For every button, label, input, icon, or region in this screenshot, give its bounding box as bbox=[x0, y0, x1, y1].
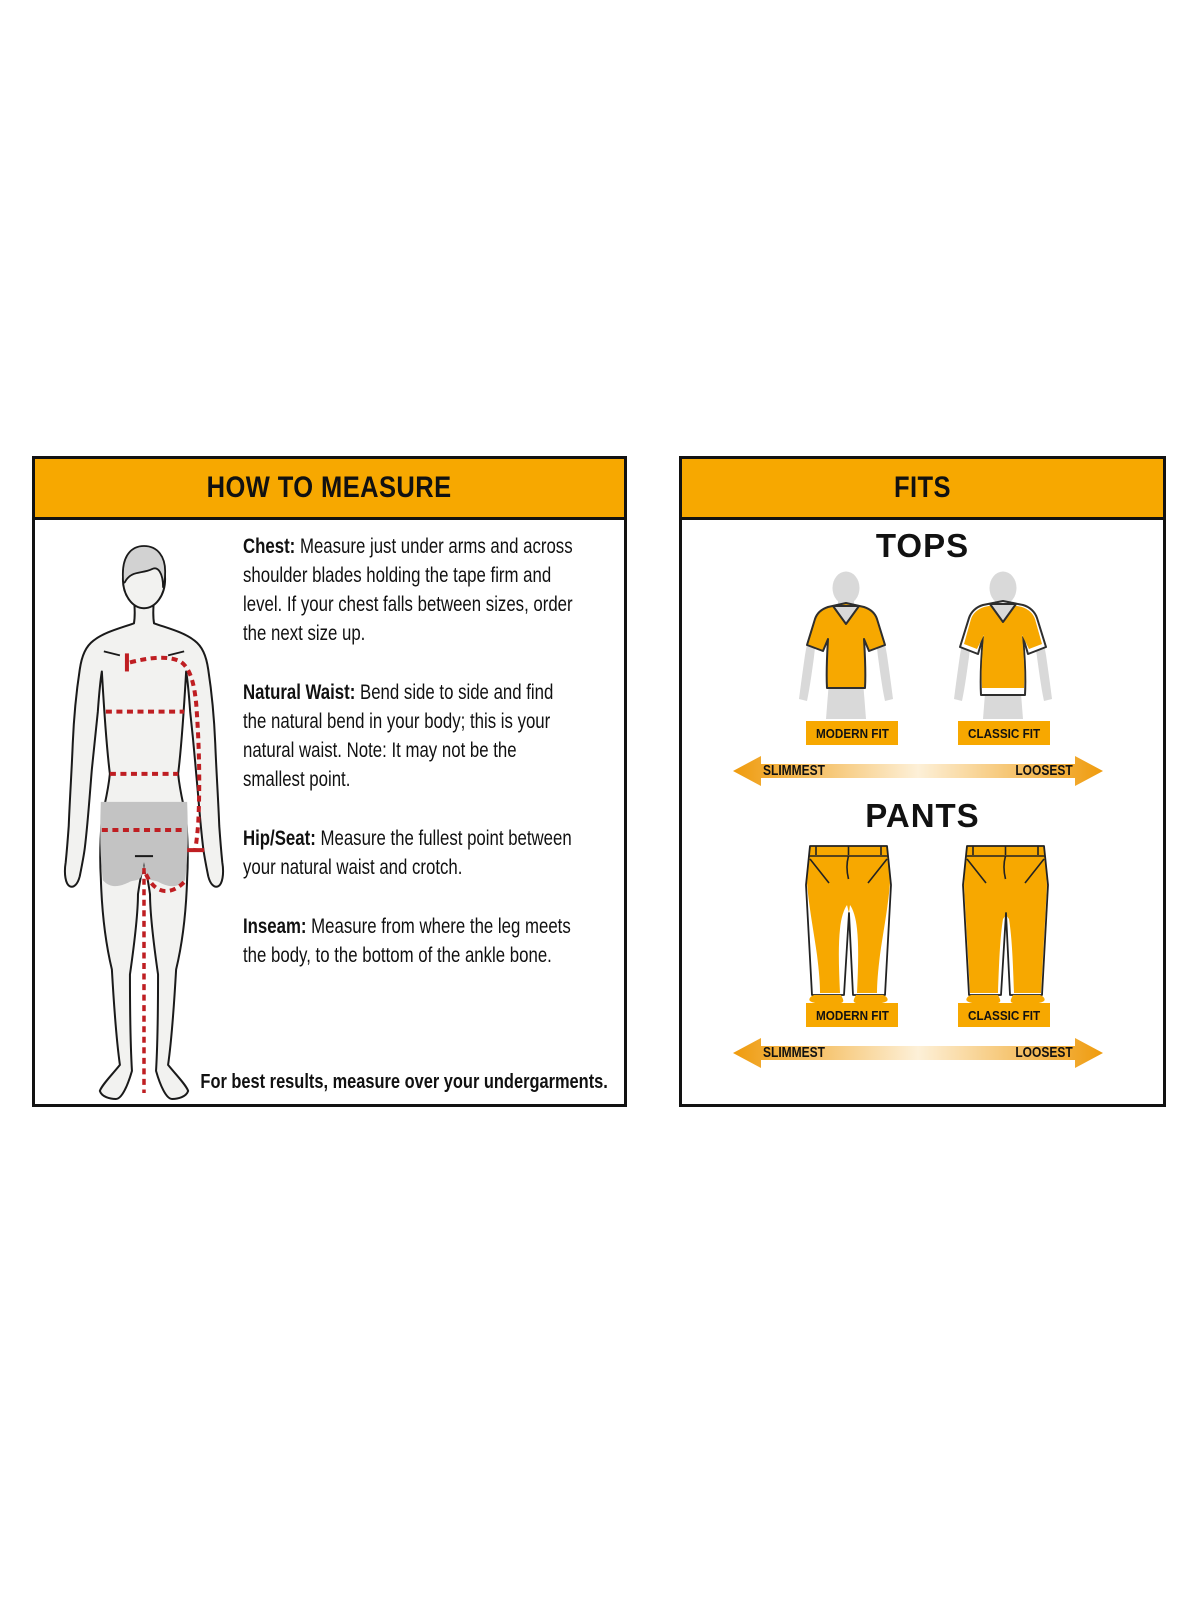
instruction-hip-seat-text: Measure the fullest point between your natural waist and crotch. bbox=[243, 827, 572, 879]
modern-fit-pants-badge bbox=[806, 1003, 898, 1027]
classic-fit-top-badge-label: CLASSIC FIT bbox=[967, 725, 1041, 741]
fits-header bbox=[682, 459, 1163, 520]
pants-loosest-label: LOOSEST bbox=[1015, 1044, 1073, 1061]
tops-loosest-label: LOOSEST bbox=[1015, 762, 1073, 779]
modern-fit-pants-illustration bbox=[801, 843, 896, 1011]
how-to-measure-panel bbox=[32, 456, 627, 1107]
classic-fit-pants-badge-label: CLASSIC FIT bbox=[967, 1007, 1041, 1023]
instruction-hip-seat-label: Hip/Seat: bbox=[243, 827, 316, 850]
classic-fit-top-badge bbox=[958, 721, 1050, 745]
fits-title: FITS bbox=[894, 471, 951, 504]
tops-heading: TOPS bbox=[875, 527, 970, 564]
measure-footnote: For best results, measure over your undergarments. bbox=[200, 1071, 608, 1093]
instruction-inseam-text: Measure from where the leg meets the body, to the bottom of the ankle bone. bbox=[243, 915, 571, 967]
classic-fit-top-illustration bbox=[943, 571, 1063, 726]
how-to-measure-title: HOW TO MEASURE bbox=[207, 471, 452, 504]
instruction-chest bbox=[243, 532, 575, 648]
classic-fit-pants-badge bbox=[958, 1003, 1050, 1027]
instruction-chest-label: Chest: bbox=[243, 535, 296, 558]
pants-fit-scale-arrow bbox=[733, 1035, 1103, 1071]
how-to-measure-header bbox=[35, 459, 624, 520]
measurement-figure bbox=[63, 543, 227, 1105]
tops-fit-scale-arrow bbox=[733, 753, 1103, 789]
modern-fit-top-badge-label: MODERN FIT bbox=[815, 725, 889, 741]
instruction-chest-text: Measure just under arms and across shoulder blades holding the tape firm and level. If your chest falls between sizes, order the next size up. bbox=[243, 535, 573, 645]
instruction-natural-waist-label: Natural Waist: bbox=[243, 681, 356, 704]
male-body-figure-illustration bbox=[63, 543, 227, 1105]
instruction-natural-waist bbox=[243, 678, 575, 794]
modern-fit-pants-badge-label: MODERN FIT bbox=[815, 1007, 889, 1023]
instruction-inseam-label: Inseam: bbox=[243, 915, 307, 938]
measure-instructions bbox=[243, 532, 575, 1000]
pants-slimmest-label: SLIMMEST bbox=[763, 1044, 825, 1061]
modern-fit-top-illustration bbox=[786, 571, 906, 726]
instruction-inseam bbox=[243, 912, 575, 970]
classic-fit-pants-illustration bbox=[958, 843, 1053, 1011]
tops-slimmest-label: SLIMMEST bbox=[763, 762, 825, 779]
pants-heading: PANTS bbox=[865, 797, 980, 834]
instruction-hip-seat bbox=[243, 824, 575, 882]
fits-panel bbox=[679, 456, 1166, 1107]
modern-fit-top-badge bbox=[806, 721, 898, 745]
instruction-natural-waist-text: Bend side to side and find the natural bend in your body; this is your natural waist. Note: It may not be the smallest point. bbox=[243, 681, 554, 791]
